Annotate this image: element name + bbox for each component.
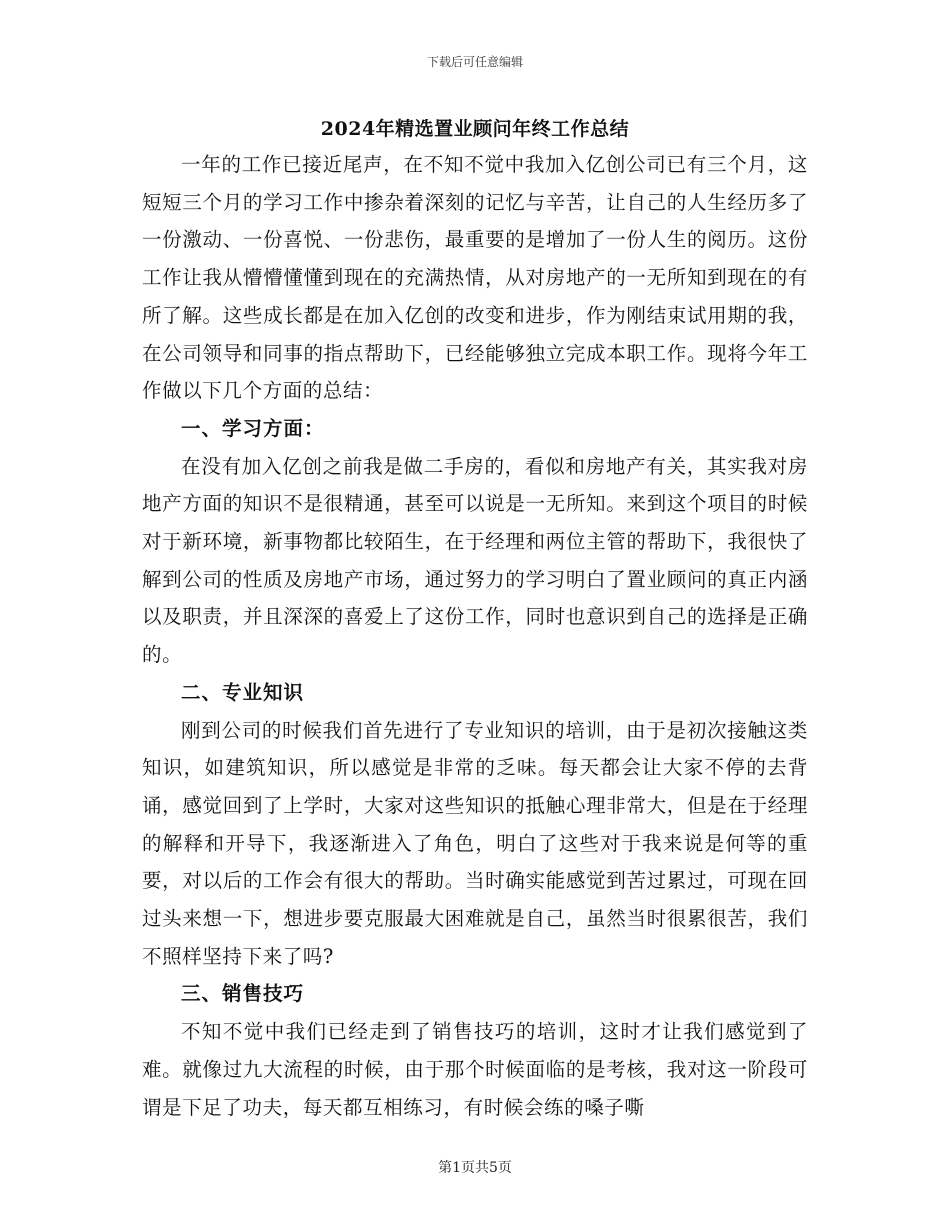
document-title: 2024年精选置业顾问年终工作总结 — [320, 118, 630, 140]
section-heading-sales-skills: 三、销售技巧 — [181, 982, 305, 1006]
intro-paragraph: 一年的工作已接近尾声，在不知不觉中我加入亿创公司已有三个月，这短短三个月的学习工作中掺杂着深刻的记忆与辛苦，让自己的人生经历多了一份激动、一份喜悦、一份悲伤，最重要的是增加了一份人生的阅历。这份工作让我从懵懵懂懂到现在的充满热情，从对房地产的一无所知到现在的有所了解。这些成长都是在加入亿创的改变和进步，作为刚结束试用期的我，在公司领导和同事的指点帮助下，已经能够独立完成本职工作。现将今年工作做以下几个方面的总结： — [142, 153, 808, 403]
section-paragraph-professional-knowledge: 刚到公司的时候我们首先进行了专业知识的培训，由于是初次接触这类知识，如建筑知识，所以感觉是非常的乏味。每天都会让大家不停的去背诵，感觉回到了上学时，大家对这些知识的抵触心理非常大，但是在于经理的解释和开导下，我逐渐进入了角色，明白了这些对于我来说是何等的重要，对以后的工作会有很大的帮助。当时确实能感觉到苦过累过，可现在回过头来想一下，想进步要克服最大困难就是自己，虽然当时很累很苦，我们不照样坚持下来了吗? — [142, 718, 808, 968]
section-heading-professional-knowledge: 二、专业知识 — [181, 680, 305, 704]
page-number: 第1页共5页 — [438, 1160, 512, 1176]
section-paragraph-study: 在没有加入亿创之前我是做二手房的，看似和房地产有关，其实我对房地产方面的知识不是很精通，甚至可以说是一无所知。来到这个项目的时候对于新环境，新事物都比较陌生，在于经理和两位主管的帮助下，我很快了解到公司的性质及房地产市场，通过努力的学习明白了置业顾问的真正内涵以及职责，并且深深的喜爱上了这份工作，同时也意识到自己的选择是正确的。 — [142, 454, 808, 667]
section-heading-study: 一、学习方面： — [181, 416, 325, 440]
document-body — [142, 146, 808, 1126]
page-header-note: 下载后可任意编辑 — [426, 55, 523, 69]
section-paragraph-sales-skills: 不知不觉中我们已经走到了销售技巧的培训，这时才让我们感觉到了难。就像过九大流程的时候，由于那个时候面临的是考核，我对这一阶段可谓是下足了功夫，每天都互相练习，有时候会练的嗓子嘶 — [142, 1020, 808, 1119]
